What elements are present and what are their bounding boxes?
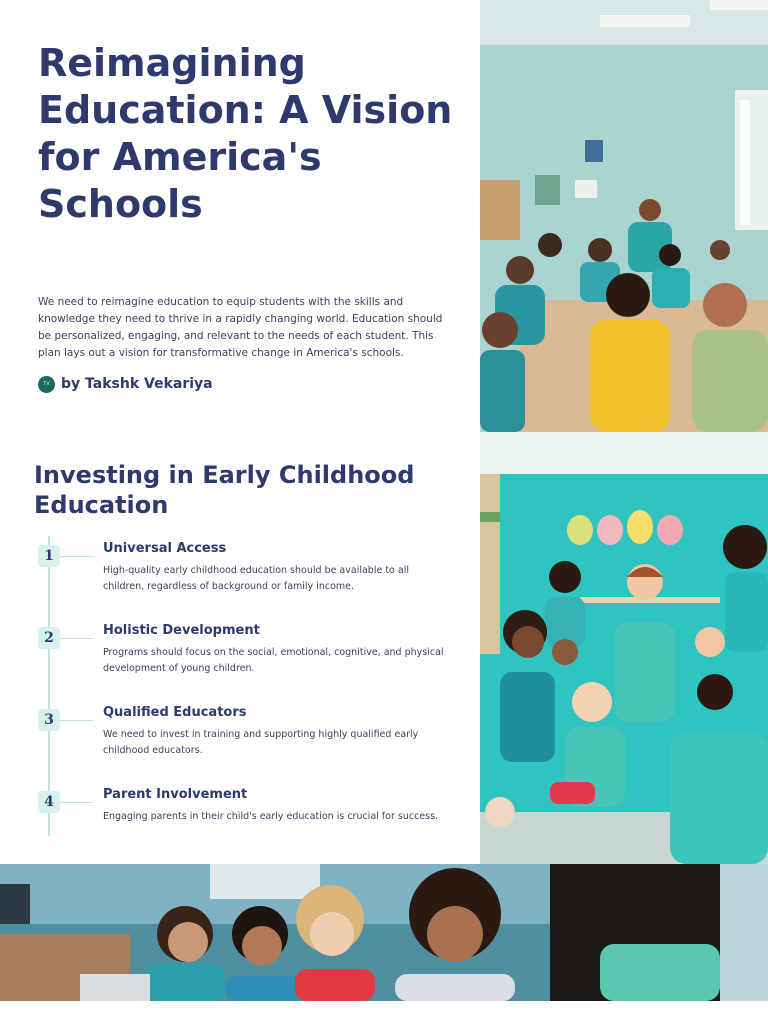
section-heading: Investing in Early Childhood Education [34, 461, 415, 519]
classroom-photo [480, 0, 768, 432]
step-description: Engaging parents in their child's early education is crucial for success. [103, 811, 439, 822]
step-title: Parent Involvement [103, 787, 248, 802]
preschool-photo [480, 432, 768, 864]
step-title: Universal Access [103, 541, 227, 556]
students-laptops-photo [0, 864, 768, 1001]
author-name: by Takshk Vekariya [61, 376, 213, 392]
author-avatar: TV [38, 376, 55, 393]
step-title: Holistic Development [103, 623, 260, 638]
step-connector [60, 638, 93, 639]
step-title: Qualified Educators [103, 705, 247, 720]
step-number-badge: 2 [38, 627, 60, 649]
step-connector [60, 802, 93, 803]
step-description: High-quality early childhood education should be available to all children, regardless of background or family income. [103, 565, 409, 592]
step-number-badge: 1 [38, 545, 60, 567]
page-title: Reimagining Education: A Vision for America's Schools [38, 41, 453, 226]
author-byline [38, 374, 338, 394]
step-number-badge: 4 [38, 791, 60, 813]
step-number-badge: 3 [38, 709, 60, 731]
step-connector [60, 556, 93, 557]
step-connector [60, 720, 93, 721]
intro-paragraph: We need to reimagine education to equip students with the skills and knowledge they need to thrive in a rapidly changing world. Education should be personalized, engaging, and relevant to the needs of each student. This plan lays out a vision for transformative change in America's schools. [38, 296, 443, 359]
step-description: We need to invest in training and supporting highly qualified early childhood educators. [103, 729, 419, 756]
step-description: Programs should focus on the social, emotional, cognitive, and physical development of young children. [103, 647, 444, 674]
